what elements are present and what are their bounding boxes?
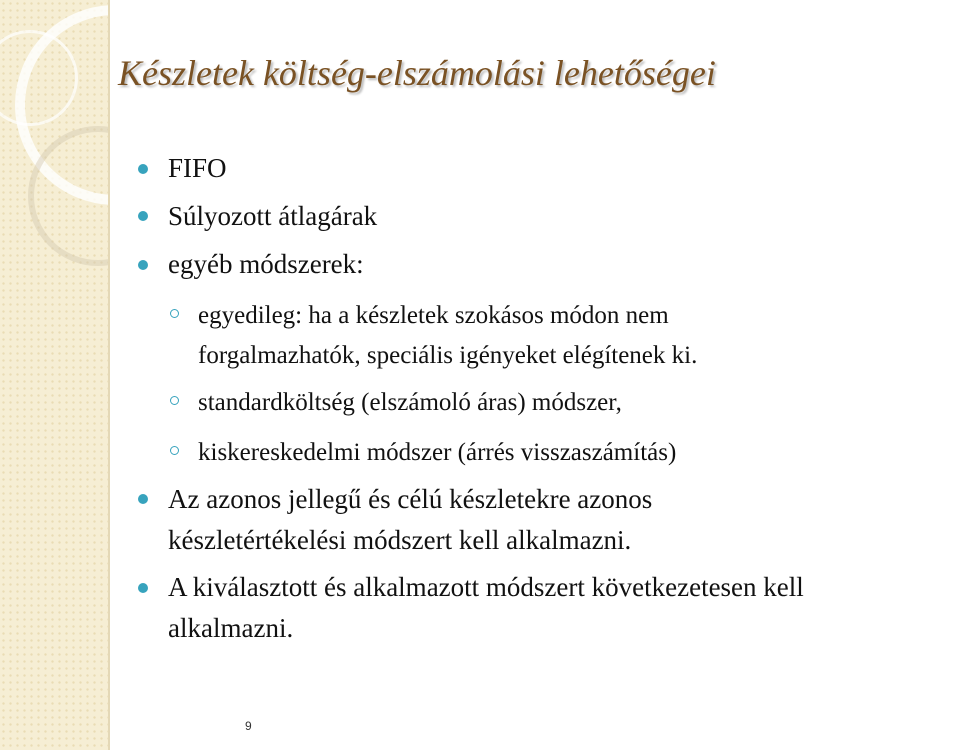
bullet-other-methods: egyéb módszerek: xyxy=(168,249,364,279)
sub-bullet-ring xyxy=(170,446,179,455)
sub-bullet-retail-method: kiskereskedelmi módszer (árrés visszaszámítás) xyxy=(198,439,677,466)
bullet-same-items-line1: Az azonos jellegű és célú készletekre azonos xyxy=(168,484,653,514)
bullet-dot xyxy=(138,211,148,221)
sub-bullet-individual-line1: egyedileg: ha a készletek szokásos módon nem xyxy=(198,302,669,329)
bullet-weighted-average: Súlyozott átlagárak xyxy=(168,201,378,231)
bullet-dot xyxy=(138,583,148,593)
decorative-sidebar xyxy=(0,0,110,750)
bullet-same-items-line2: készletértékelési módszert kell alkalmazni. xyxy=(168,525,632,555)
bullet-consistency-line1: A kiválasztott és alkalmazott módszert következetesen kell xyxy=(168,572,804,602)
sub-bullet-ring xyxy=(170,309,179,318)
slide-title: Készletek költség-elszámolási lehetőségei xyxy=(118,53,716,93)
bullet-fifo: FIFO xyxy=(168,153,227,183)
page-number: 9 xyxy=(245,719,252,733)
bullet-dot xyxy=(138,260,148,270)
bullet-dot xyxy=(138,494,148,504)
sub-bullet-individual-line2: forgalmazhatók, speciális igényeket elégítenek ki. xyxy=(198,342,698,369)
sub-bullet-standard-cost: standardköltség (elszámoló áras) módszer, xyxy=(198,389,622,416)
sub-bullet-ring xyxy=(170,396,179,405)
sidebar-divider xyxy=(108,0,110,750)
bullet-consistency-line2: alkalmazni. xyxy=(168,613,294,643)
bullet-dot xyxy=(138,164,148,174)
